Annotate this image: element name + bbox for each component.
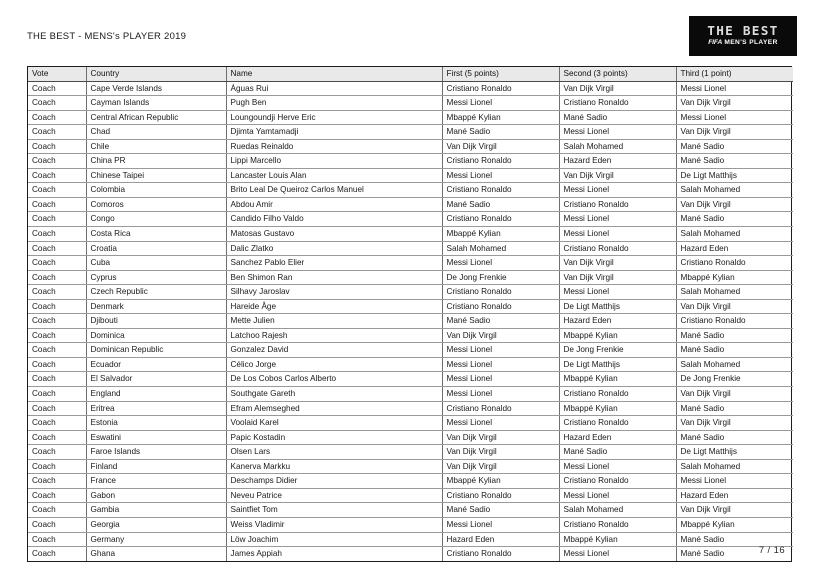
table-row [28, 547, 793, 561]
cell-second: Messi Lionel [559, 227, 676, 242]
cell-vote: Coach [28, 517, 86, 532]
cell-second: Messi Lionel [559, 125, 676, 140]
cell-third: Mané Sadio [676, 154, 793, 169]
page-number-indicator: 7 / 16 [758, 545, 785, 556]
cell-name: Mette Julien [226, 314, 442, 329]
cell-name: Loungoundji Herve Eric [226, 110, 442, 125]
table-row [28, 387, 793, 402]
cell-third: Mané Sadio [676, 343, 793, 358]
cell-third: De Ligt Matthijs [676, 445, 793, 460]
table-row [28, 241, 793, 256]
table-row [28, 270, 793, 285]
table-row [28, 96, 793, 111]
cell-vote: Coach [28, 270, 86, 285]
cell-vote: Coach [28, 416, 86, 431]
table-row [28, 139, 793, 154]
cell-first: Mané Sadio [442, 197, 559, 212]
cell-second: Cristiano Ronaldo [559, 416, 676, 431]
cell-third: Mané Sadio [676, 328, 793, 343]
table-row [28, 81, 793, 96]
cell-third: Cristiano Ronaldo [676, 314, 793, 329]
table-row [28, 314, 793, 329]
cell-vote: Coach [28, 168, 86, 183]
table-row [28, 445, 793, 460]
table-row [28, 503, 793, 518]
cell-second: Cristiano Ronaldo [559, 474, 676, 489]
cell-country: Ghana [86, 547, 226, 561]
cell-vote: Coach [28, 387, 86, 402]
cell-vote: Coach [28, 372, 86, 387]
cell-vote: Coach [28, 212, 86, 227]
cell-country: Gambia [86, 503, 226, 518]
cell-third: Mané Sadio [676, 139, 793, 154]
column-header-vote: Vote [28, 67, 86, 81]
table-row [28, 474, 793, 489]
cell-first: Cristiano Ronaldo [442, 299, 559, 314]
cell-first: Cristiano Ronaldo [442, 401, 559, 416]
cell-name: Deschamps Didier [226, 474, 442, 489]
table-row [28, 459, 793, 474]
cell-first: Van Dijk Virgil [442, 430, 559, 445]
cell-country: Gabon [86, 488, 226, 503]
cell-first: Cristiano Ronaldo [442, 212, 559, 227]
cell-vote: Coach [28, 241, 86, 256]
cell-second: Mbappé Kylian [559, 372, 676, 387]
cell-first: Messi Lionel [442, 416, 559, 431]
table-row [28, 517, 793, 532]
cell-country: Eswatini [86, 430, 226, 445]
cell-vote: Coach [28, 459, 86, 474]
cell-third: Mbappé Kylian [676, 517, 793, 532]
logo-subtitle [708, 40, 778, 47]
cell-country: Estonia [86, 416, 226, 431]
cell-first: Messi Lionel [442, 343, 559, 358]
cell-first: Mané Sadio [442, 125, 559, 140]
cell-third: Cristiano Ronaldo [676, 256, 793, 271]
cell-third: De Ligt Matthijs [676, 168, 793, 183]
cell-second: Van Dijk Virgil [559, 168, 676, 183]
column-header-name: Name [226, 67, 442, 81]
cell-third: Mané Sadio [676, 401, 793, 416]
table-header-row [28, 67, 793, 81]
cell-third: Mbappé Kylian [676, 270, 793, 285]
cell-name: Abdou Amir [226, 197, 442, 212]
cell-first: Hazard Eden [442, 532, 559, 547]
cell-second: Mbappé Kylian [559, 532, 676, 547]
cell-vote: Coach [28, 445, 86, 460]
cell-second: Salah Mohamed [559, 139, 676, 154]
cell-third: Van Dijk Virgil [676, 387, 793, 402]
cell-first: De Jong Frenkie [442, 270, 559, 285]
cell-second: Salah Mohamed [559, 503, 676, 518]
column-header-first: First (5 points) [442, 67, 559, 81]
cell-third: Van Dijk Virgil [676, 299, 793, 314]
cell-first: Van Dijk Virgil [442, 139, 559, 154]
cell-country: Colombia [86, 183, 226, 198]
cell-vote: Coach [28, 430, 86, 445]
cell-country: Czech Republic [86, 285, 226, 300]
cell-country: Germany [86, 532, 226, 547]
cell-country: Eritrea [86, 401, 226, 416]
cell-first: Van Dijk Virgil [442, 459, 559, 474]
cell-second: Cristiano Ronaldo [559, 517, 676, 532]
cell-second: Cristiano Ronaldo [559, 96, 676, 111]
cell-country: Cayman Islands [86, 96, 226, 111]
cell-third: Messi Lionel [676, 474, 793, 489]
cell-country: Comoros [86, 197, 226, 212]
page-header [0, 0, 819, 66]
cell-second: De Ligt Matthijs [559, 357, 676, 372]
cell-name: De Los Cobos Carlos Alberto [226, 372, 442, 387]
logo-the-best-text: THE BEST [707, 23, 779, 39]
cell-third: Mané Sadio [676, 212, 793, 227]
table-header [28, 67, 793, 81]
cell-first: Salah Mohamed [442, 241, 559, 256]
logo-fifa-mark: FIFA [708, 38, 723, 46]
cell-third: Van Dijk Virgil [676, 197, 793, 212]
cell-vote: Coach [28, 197, 86, 212]
cell-third: De Jong Frenkie [676, 372, 793, 387]
fifa-the-best-logo [689, 16, 797, 56]
cell-name: Matosas Gustavo [226, 227, 442, 242]
logo-mens-player-text: MEN'S PLAYER [722, 38, 778, 46]
cell-second: Van Dijk Virgil [559, 81, 676, 96]
table-row [28, 212, 793, 227]
table-row [28, 357, 793, 372]
cell-vote: Coach [28, 401, 86, 416]
table-row [28, 328, 793, 343]
table-row [28, 154, 793, 169]
cell-name: Sanchez Pablo Elier [226, 256, 442, 271]
cell-name: Weiss Vladimir [226, 517, 442, 532]
cell-second: Mané Sadio [559, 445, 676, 460]
table-row [28, 488, 793, 503]
cell-country: Georgia [86, 517, 226, 532]
cell-country: Denmark [86, 299, 226, 314]
cell-second: Hazard Eden [559, 154, 676, 169]
cell-name: Águas Rui [226, 81, 442, 96]
cell-country: Costa Rica [86, 227, 226, 242]
table-row [28, 168, 793, 183]
cell-vote: Coach [28, 299, 86, 314]
cell-country: Cyprus [86, 270, 226, 285]
cell-country: Chad [86, 125, 226, 140]
cell-third: Salah Mohamed [676, 285, 793, 300]
cell-first: Cristiano Ronaldo [442, 547, 559, 561]
cell-first: Mané Sadio [442, 314, 559, 329]
cell-third: Messi Lionel [676, 81, 793, 96]
cell-vote: Coach [28, 474, 86, 489]
cell-vote: Coach [28, 154, 86, 169]
cell-name: Gonzalez David [226, 343, 442, 358]
cell-second: Van Dijk Virgil [559, 256, 676, 271]
cell-vote: Coach [28, 183, 86, 198]
table-row [28, 183, 793, 198]
cell-second: De Jong Frenkie [559, 343, 676, 358]
table-row [28, 372, 793, 387]
cell-third: Mané Sadio [676, 532, 793, 547]
cell-country: Dominica [86, 328, 226, 343]
cell-second: Messi Lionel [559, 459, 676, 474]
cell-country: Dominican Republic [86, 343, 226, 358]
cell-country: Cape Verde Islands [86, 81, 226, 96]
cell-name: Kanerva Markku [226, 459, 442, 474]
cell-first: Van Dijk Virgil [442, 328, 559, 343]
cell-name: Latchoo Rajesh [226, 328, 442, 343]
cell-vote: Coach [28, 532, 86, 547]
cell-country: Chinese Taipei [86, 168, 226, 183]
cell-second: Messi Lionel [559, 285, 676, 300]
cell-name: Djimta Yamtamadji [226, 125, 442, 140]
column-header-country: Country [86, 67, 226, 81]
cell-second: Mané Sadio [559, 110, 676, 125]
cell-name: Southgate Gareth [226, 387, 442, 402]
cell-name: Hareide Åge [226, 299, 442, 314]
cell-third: Van Dijk Virgil [676, 125, 793, 140]
cell-second: Van Dijk Virgil [559, 270, 676, 285]
cell-name: Efram Alemseghed [226, 401, 442, 416]
cell-name: Neveu Patrice [226, 488, 442, 503]
cell-first: Mbappé Kylian [442, 227, 559, 242]
cell-name: James Appiah [226, 547, 442, 561]
votes-table [28, 67, 793, 561]
cell-first: Cristiano Ronaldo [442, 154, 559, 169]
cell-first: Cristiano Ronaldo [442, 183, 559, 198]
cell-second: Hazard Eden [559, 430, 676, 445]
column-header-third: Third (1 point) [676, 67, 793, 81]
cell-country: Finland [86, 459, 226, 474]
table-row [28, 110, 793, 125]
cell-first: Mbappé Kylian [442, 110, 559, 125]
cell-name: Lancaster Louis Alan [226, 168, 442, 183]
cell-name: Célico Jorge [226, 357, 442, 372]
column-header-second: Second (3 points) [559, 67, 676, 81]
cell-name: Papic Kostadin [226, 430, 442, 445]
cell-third: Salah Mohamed [676, 459, 793, 474]
cell-second: Messi Lionel [559, 547, 676, 561]
table-row [28, 401, 793, 416]
cell-vote: Coach [28, 547, 86, 561]
cell-third: Hazard Eden [676, 241, 793, 256]
table-row [28, 227, 793, 242]
cell-vote: Coach [28, 256, 86, 271]
table-row [28, 430, 793, 445]
cell-second: Messi Lionel [559, 212, 676, 227]
cell-name: Brito Leal De Queiroz Carlos Manuel [226, 183, 442, 198]
cell-country: England [86, 387, 226, 402]
cell-first: Messi Lionel [442, 357, 559, 372]
cell-first: Messi Lionel [442, 372, 559, 387]
cell-vote: Coach [28, 343, 86, 358]
table-row [28, 532, 793, 547]
cell-country: Croatia [86, 241, 226, 256]
cell-vote: Coach [28, 125, 86, 140]
cell-vote: Coach [28, 110, 86, 125]
cell-vote: Coach [28, 139, 86, 154]
cell-vote: Coach [28, 503, 86, 518]
cell-second: Messi Lionel [559, 183, 676, 198]
cell-vote: Coach [28, 81, 86, 96]
cell-first: Mané Sadio [442, 503, 559, 518]
cell-country: Central African Republic [86, 110, 226, 125]
cell-second: Cristiano Ronaldo [559, 241, 676, 256]
table-row [28, 299, 793, 314]
cell-country: Chile [86, 139, 226, 154]
cell-name: Dalic Zlatko [226, 241, 442, 256]
cell-vote: Coach [28, 328, 86, 343]
cell-vote: Coach [28, 227, 86, 242]
cell-country: Cuba [86, 256, 226, 271]
table-row [28, 343, 793, 358]
cell-second: Mbappé Kylian [559, 401, 676, 416]
cell-first: Van Dijk Virgil [442, 445, 559, 460]
cell-second: Hazard Eden [559, 314, 676, 329]
cell-second: Messi Lionel [559, 488, 676, 503]
cell-first: Cristiano Ronaldo [442, 488, 559, 503]
cell-name: Löw Joachim [226, 532, 442, 547]
cell-first: Mbappé Kylian [442, 474, 559, 489]
cell-third: Van Dijk Virgil [676, 96, 793, 111]
cell-name: Ben Shimon Ran [226, 270, 442, 285]
cell-country: Ecuador [86, 357, 226, 372]
cell-first: Cristiano Ronaldo [442, 81, 559, 96]
cell-second: De Ligt Matthijs [559, 299, 676, 314]
cell-vote: Coach [28, 314, 86, 329]
cell-vote: Coach [28, 357, 86, 372]
cell-first: Messi Lionel [442, 517, 559, 532]
cell-name: Pugh Ben [226, 96, 442, 111]
cell-third: Van Dijk Virgil [676, 503, 793, 518]
cell-vote: Coach [28, 285, 86, 300]
cell-country: El Salvador [86, 372, 226, 387]
table-row [28, 416, 793, 431]
table-row [28, 285, 793, 300]
cell-second: Mbappé Kylian [559, 328, 676, 343]
cell-third: Salah Mohamed [676, 357, 793, 372]
cell-vote: Coach [28, 96, 86, 111]
cell-name: Lippi Marcello [226, 154, 442, 169]
cell-country: China PR [86, 154, 226, 169]
cell-third: Salah Mohamed [676, 227, 793, 242]
cell-vote: Coach [28, 488, 86, 503]
page-title: THE BEST - MENS's PLAYER 2019 [27, 31, 187, 42]
votes-table-container [27, 66, 792, 562]
cell-name: Candido Filho Valdo [226, 212, 442, 227]
cell-country: Djibouti [86, 314, 226, 329]
cell-first: Cristiano Ronaldo [442, 285, 559, 300]
cell-third: Hazard Eden [676, 488, 793, 503]
cell-second: Cristiano Ronaldo [559, 197, 676, 212]
cell-third: Salah Mohamed [676, 183, 793, 198]
table-row [28, 197, 793, 212]
cell-country: Faroe Islands [86, 445, 226, 460]
table-body [28, 81, 793, 561]
table-row [28, 256, 793, 271]
cell-third: Mané Sadio [676, 430, 793, 445]
cell-first: Messi Lionel [442, 256, 559, 271]
cell-name: Ruedas Reinaldo [226, 139, 442, 154]
cell-country: Congo [86, 212, 226, 227]
cell-name: Voolaid Karel [226, 416, 442, 431]
cell-third: Mané Sadio [680, 549, 725, 559]
table-row [28, 125, 793, 140]
cell-name: Saintfiet Tom [226, 503, 442, 518]
cell-name: Olsen Lars [226, 445, 442, 460]
cell-first: Messi Lionel [442, 168, 559, 183]
cell-third: Van Dijk Virgil [676, 416, 793, 431]
cell-name: Silhavy Jaroslav [226, 285, 442, 300]
cell-first: Messi Lionel [442, 96, 559, 111]
cell-second: Cristiano Ronaldo [559, 387, 676, 402]
cell-country: France [86, 474, 226, 489]
cell-third: Messi Lionel [676, 110, 793, 125]
cell-first: Messi Lionel [442, 387, 559, 402]
